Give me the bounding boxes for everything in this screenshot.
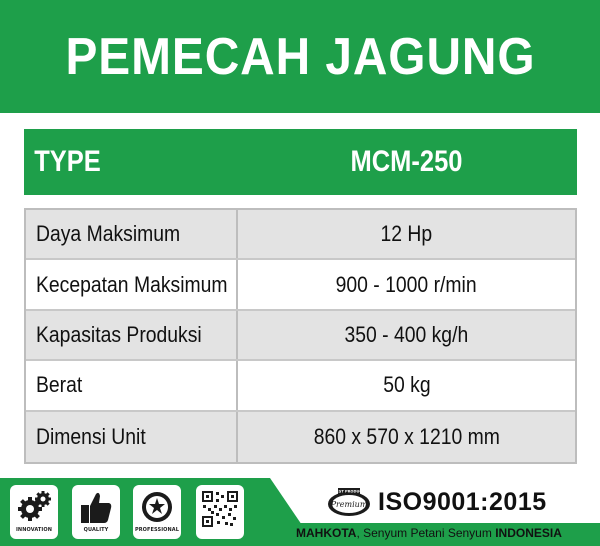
table-row	[26, 412, 575, 462]
spec-label: Daya Maksimum	[36, 221, 181, 247]
spec-value: 12 Hp	[380, 221, 433, 247]
spec-value: 350 - 400 kg/h	[344, 321, 469, 347]
spec-value: 860 x 570 x 1210 mm	[313, 423, 500, 449]
premium-seal-icon	[326, 487, 372, 517]
qr-code-badge	[196, 485, 244, 539]
spec-label: Kecepatan Maksimum	[36, 271, 228, 297]
table-row	[26, 260, 575, 310]
spec-header-label: TYPE	[34, 145, 101, 178]
spec-header-value: MCM-250	[350, 145, 463, 178]
page-title: PEMECAH JAGUNG	[64, 27, 536, 86]
iso-certification	[326, 486, 547, 518]
professional-badge	[133, 485, 181, 539]
spec-header	[24, 129, 577, 195]
spec-label: Berat	[36, 372, 83, 398]
spec-value: 900 - 1000 r/min	[336, 271, 477, 297]
tagline-country: INDONESIA	[495, 526, 562, 540]
quality-badge	[72, 485, 120, 539]
thumbs-up-icon	[77, 489, 115, 525]
gears-icon	[15, 489, 53, 525]
professional-icon	[138, 489, 176, 525]
tagline-brand: MAHKOTA	[296, 526, 357, 540]
badge-caption: PROFESSIONAL	[134, 527, 180, 533]
table-row	[26, 210, 575, 260]
innovation-badge	[10, 485, 58, 539]
title-banner	[0, 0, 600, 113]
table-row	[26, 311, 575, 361]
spec-table	[24, 208, 577, 464]
badge-caption: INNOVATION	[15, 527, 53, 533]
table-row	[26, 361, 575, 411]
spec-label: Kapasitas Produksi	[36, 321, 202, 347]
spec-value: 50 kg	[382, 372, 431, 398]
spec-label: Dimensi Unit	[36, 423, 146, 449]
badge-caption: QUALITY	[83, 527, 109, 533]
tagline	[296, 526, 596, 540]
qr-code-icon	[200, 489, 240, 529]
seal-script-text: Premium	[330, 500, 368, 509]
iso-label: ISO9001:2015	[378, 487, 547, 516]
seal-top-text: BEST PRODUCT	[333, 489, 365, 494]
tagline-middle: , Senyum Petani Senyum	[356, 526, 496, 540]
